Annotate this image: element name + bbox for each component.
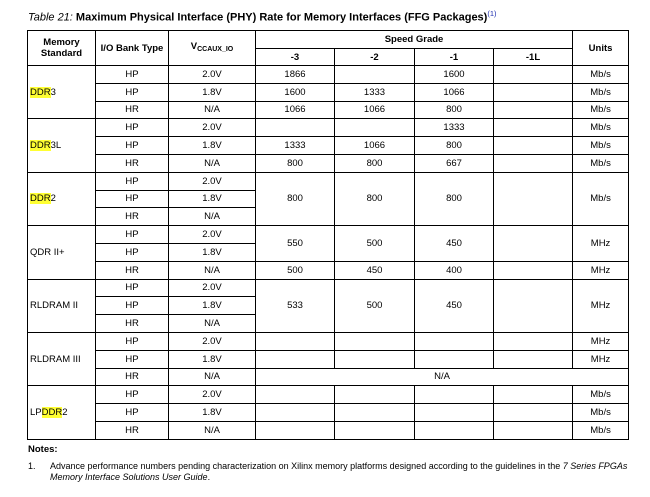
bank-cell: HR: [96, 315, 169, 333]
grade-2-cell: 1066: [335, 101, 415, 119]
bank-cell: HR: [96, 421, 169, 439]
voltage-cell: 2.0V: [169, 119, 256, 137]
units-cell: MHz: [573, 332, 629, 350]
header-grade-1l: -1L: [494, 49, 573, 66]
bank-cell: HR: [96, 208, 169, 226]
bank-cell: HP: [96, 332, 169, 350]
table-number: Table 21:: [28, 11, 73, 24]
grade-2-cell: 800: [335, 154, 415, 172]
voltage-cell: N/A: [169, 208, 256, 226]
note-reference-link[interactable]: (1): [487, 9, 497, 18]
units-cell: Mb/s: [573, 66, 629, 84]
grade-1-cell: [415, 386, 494, 404]
grade-3-cell: [256, 421, 335, 439]
units-cell: Mb/s: [573, 421, 629, 439]
grade-1l-cell: [494, 350, 573, 368]
search-highlight: DDR: [41, 407, 63, 419]
voltage-cell: N/A: [169, 154, 256, 172]
grade-1-cell: 1600: [415, 66, 494, 84]
table-row: [28, 119, 629, 137]
search-highlight: DDR: [30, 140, 51, 152]
header-io-bank-type: I/O Bank Type: [96, 31, 169, 66]
voltage-cell: 1.8V: [169, 190, 256, 208]
voltage-cell: 1.8V: [169, 83, 256, 101]
voltage-cell: 2.0V: [169, 332, 256, 350]
grade-1-cell: 450: [415, 279, 494, 332]
voltage-cell: 2.0V: [169, 279, 256, 297]
grade-1l-cell: [494, 421, 573, 439]
bank-cell: HP: [96, 350, 169, 368]
table-row: [28, 350, 629, 368]
header-vccaux: [169, 31, 256, 66]
bank-cell: HP: [96, 226, 169, 244]
units-cell: Mb/s: [573, 83, 629, 101]
voltage-cell: N/A: [169, 261, 256, 279]
header-speed-grade: Speed Grade: [256, 31, 573, 49]
grade-3-cell: [256, 350, 335, 368]
grade-1l-cell: [494, 66, 573, 84]
table-caption: [28, 9, 628, 24]
voltage-cell: 1.8V: [169, 137, 256, 155]
grade-2-cell: [335, 421, 415, 439]
header-units: Units: [573, 31, 629, 66]
units-cell: Mb/s: [573, 386, 629, 404]
grade-3-cell: [256, 404, 335, 422]
grade-3-cell: 500: [256, 261, 335, 279]
grade-2-cell: [335, 332, 415, 350]
voltage-cell: N/A: [169, 421, 256, 439]
note-text: Advance performance numbers pending characterization on Xilinx memory platforms designed according to the guidelines in the 7 Series FPGAs Memory Interface Solutions User Guide.: [50, 461, 628, 482]
bank-cell: HP: [96, 243, 169, 261]
units-cell: Mb/s: [573, 154, 629, 172]
grade-2-cell: [335, 119, 415, 137]
grade-1l-cell: [494, 226, 573, 262]
units-cell: MHz: [573, 279, 629, 332]
grade-1l-cell: [494, 172, 573, 225]
grade-1l-cell: [494, 261, 573, 279]
table-row: [28, 154, 629, 172]
bank-cell: HR: [96, 101, 169, 119]
grade-3-cell: 1866: [256, 66, 335, 84]
memory-standard-lpddr2: LPDDR2: [28, 386, 96, 439]
header-grade-3: -3: [256, 49, 335, 66]
grade-1l-cell: [494, 404, 573, 422]
na-span-cell: N/A: [256, 368, 629, 386]
voltage-cell: 1.8V: [169, 404, 256, 422]
header-grade-2: -2: [335, 49, 415, 66]
grade-3-cell: [256, 332, 335, 350]
table-row: [28, 226, 629, 244]
grade-2-cell: 1066: [335, 137, 415, 155]
units-cell: Mb/s: [573, 404, 629, 422]
grade-1l-cell: [494, 137, 573, 155]
voltage-cell: 1.8V: [169, 243, 256, 261]
header-grade-1: -1: [415, 49, 494, 66]
grade-1l-cell: [494, 154, 573, 172]
search-highlight: DDR: [30, 86, 51, 98]
bank-cell: HP: [96, 190, 169, 208]
grade-1-cell: [415, 421, 494, 439]
phy-rate-table: [27, 30, 629, 440]
bank-cell: HP: [96, 119, 169, 137]
grade-1-cell: 800: [415, 172, 494, 225]
voltage-cell: N/A: [169, 315, 256, 333]
grade-1-cell: 400: [415, 261, 494, 279]
bank-cell: HP: [96, 404, 169, 422]
grade-1l-cell: [494, 101, 573, 119]
vccaux-subscript: CCAUX_IO: [197, 46, 234, 53]
units-cell: Mb/s: [573, 172, 629, 225]
memory-standard-rldram3: RLDRAM III: [28, 332, 96, 385]
table-title: Maximum Physical Interface (PHY) Rate for Memory Interfaces (FFG Packages): [75, 11, 488, 24]
note-item: [28, 461, 628, 483]
table-row: [28, 386, 629, 404]
grade-2-cell: 1333: [335, 83, 415, 101]
notes-section: [28, 444, 628, 483]
units-cell: Mb/s: [573, 137, 629, 155]
grade-1-cell: 800: [415, 101, 494, 119]
grade-1-cell: 1066: [415, 83, 494, 101]
table-row: [28, 261, 629, 279]
table-row: [28, 172, 629, 190]
grade-2-cell: 800: [335, 172, 415, 225]
grade-1-cell: 1333: [415, 119, 494, 137]
memory-standard-ddr3: DDR3: [28, 66, 96, 119]
bank-cell: HP: [96, 279, 169, 297]
units-cell: MHz: [573, 350, 629, 368]
units-cell: MHz: [573, 261, 629, 279]
bank-cell: HP: [96, 386, 169, 404]
user-guide-reference: 7 Series FPGAs Memory Interface Solutions User Guide: [50, 461, 628, 482]
grade-3-cell: [256, 386, 335, 404]
voltage-cell: 2.0V: [169, 172, 256, 190]
table-row: [28, 368, 629, 386]
memory-standard-ddr3l: DDR3L: [28, 119, 96, 172]
voltage-cell: 2.0V: [169, 386, 256, 404]
vccaux-letter: V: [190, 41, 198, 52]
header-memory-standard: Memory Standard: [28, 31, 96, 66]
search-highlight: DDR: [30, 193, 51, 205]
grade-2-cell: [335, 386, 415, 404]
bank-cell: HP: [96, 83, 169, 101]
bank-cell: HP: [96, 66, 169, 84]
bank-cell: HR: [96, 154, 169, 172]
grade-1l-cell: [494, 332, 573, 350]
grade-1l-cell: [494, 83, 573, 101]
grade-2-cell: [335, 66, 415, 84]
note-number: 1.: [28, 461, 36, 471]
grade-3-cell: 533: [256, 279, 335, 332]
grade-1-cell: [415, 404, 494, 422]
grade-3-cell: 800: [256, 172, 335, 225]
table-row: [28, 137, 629, 155]
bank-cell: HR: [96, 368, 169, 386]
grade-1l-cell: [494, 119, 573, 137]
memory-standard-qdr2plus: QDR II+: [28, 226, 96, 279]
table-row: [28, 332, 629, 350]
table-row: [28, 404, 629, 422]
grade-1-cell: 667: [415, 154, 494, 172]
bank-cell: HR: [96, 261, 169, 279]
memory-standard-ddr2: DDR2: [28, 172, 96, 225]
bank-cell: HP: [96, 172, 169, 190]
units-cell: Mb/s: [573, 101, 629, 119]
grade-1-cell: [415, 350, 494, 368]
grade-2-cell: [335, 350, 415, 368]
grade-3-cell: 550: [256, 226, 335, 262]
grade-1l-cell: [494, 279, 573, 332]
grade-3-cell: 1600: [256, 83, 335, 101]
bank-cell: HP: [96, 137, 169, 155]
bank-cell: HP: [96, 297, 169, 315]
notes-title: Notes:: [28, 444, 58, 455]
voltage-cell: N/A: [169, 101, 256, 119]
grade-3-cell: 1333: [256, 137, 335, 155]
grade-2-cell: 450: [335, 261, 415, 279]
grade-2-cell: [335, 404, 415, 422]
table-row: [28, 101, 629, 119]
grade-3-cell: [256, 119, 335, 137]
grade-2-cell: 500: [335, 279, 415, 332]
voltage-cell: 1.8V: [169, 297, 256, 315]
table-row: [28, 66, 629, 84]
grade-1-cell: 800: [415, 137, 494, 155]
units-cell: Mb/s: [573, 119, 629, 137]
grade-1-cell: [415, 332, 494, 350]
table-row: [28, 83, 629, 101]
grade-3-cell: 800: [256, 154, 335, 172]
grade-3-cell: 1066: [256, 101, 335, 119]
memory-standard-rldram2: RLDRAM II: [28, 279, 96, 332]
voltage-cell: N/A: [169, 368, 256, 386]
grade-1-cell: 450: [415, 226, 494, 262]
grade-2-cell: 500: [335, 226, 415, 262]
units-cell: MHz: [573, 226, 629, 262]
voltage-cell: 1.8V: [169, 350, 256, 368]
table-row: [28, 421, 629, 439]
table-row: [28, 279, 629, 297]
voltage-cell: 2.0V: [169, 226, 256, 244]
voltage-cell: 2.0V: [169, 66, 256, 84]
grade-1l-cell: [494, 386, 573, 404]
